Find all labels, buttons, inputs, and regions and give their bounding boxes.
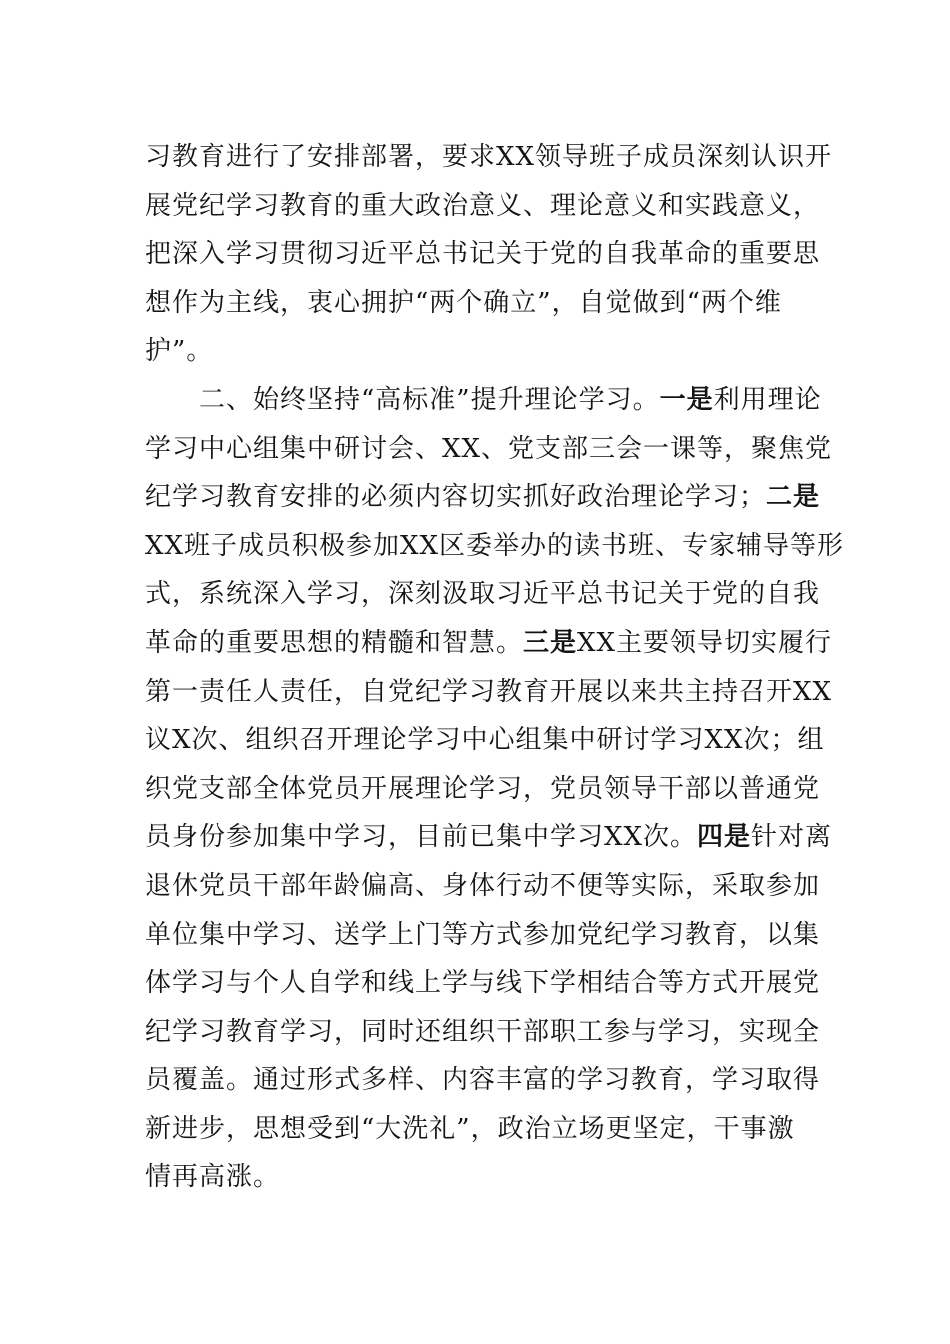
text-line [145,619,833,668]
text-run: 针对离 [751,822,833,853]
text-line [145,376,822,425]
text-line [145,959,821,1008]
text-run: 新进步，思想受到“大洗礼”，政治立场更坚定，干事激 [145,1113,795,1144]
text-line [145,133,833,182]
text-line [145,1153,805,1202]
text-line [145,230,821,279]
text-run: XX班子成员积极参加XX区委举办的读书班、专家辅导等形 [145,530,845,561]
text-line [145,765,821,814]
text-run: 第一责任人责任，自党纪学习教育开展以来共主持召开XX [145,676,833,707]
text-run: 革命的重要思想的精髓和智慧。 [145,627,524,658]
text-run: 把深入学习贯彻习近平总书记关于党的自我革命的重要思 [145,239,821,270]
text-line [145,1105,805,1154]
text-line [145,473,821,522]
text-run: 员身份参加集中学习，目前已集中学习XX次。 [145,822,698,853]
text-run: 利用理论 [713,384,822,415]
text-run: 纪学习教育学习，同时还组织干部职工参与学习，实现全 [145,1016,821,1047]
text-line [145,1056,821,1105]
text-run: 单位集中学习、送学上门等方式参加党纪学习教育，以集 [145,919,821,950]
text-run: XX主要领导切实履行 [577,627,833,658]
text-line [145,862,821,911]
text-line [145,182,821,231]
text-line [145,522,845,571]
text-run: 织党支部全体党员开展理论学习，党员领导干部以普通党 [145,773,821,804]
text-line [145,911,821,960]
text-run: 学习中心组集中研讨会、XX、党支部三会一课等，聚焦党 [145,433,833,464]
text-line [145,570,821,619]
text-run: 想作为主线，衷心拥护“两个确立”，自觉做到“两个维 [145,287,782,318]
bold-lead-in: 一是 [659,384,714,415]
bold-lead-in: 四是 [697,822,752,853]
bold-lead-in: 三是 [523,627,578,658]
text-line [145,327,805,376]
text-run: 式，系统深入学习，深刻汲取习近平总书记关于党的自我 [145,579,821,610]
text-run: 习教育进行了安排部署，要求XX领导班子成员深刻认识开 [145,142,833,172]
text-run: 纪学习教育安排的必须内容切实抓好政治理论学习； [145,482,767,513]
text-line [145,813,833,862]
text-run: 员覆盖。通过形式多样、内容丰富的学习教育，学习取得 [145,1065,821,1096]
text-run: 展党纪学习教育的重大政治意义、理论意义和实践意义， [145,190,821,221]
bold-lead-in: 二是 [766,482,821,513]
text-run: 退休党员干部年龄偏高、身体行动不便等实际，采取参加 [145,870,821,901]
text-run: 二、始终坚持“高标准”提升理论学习。 [145,384,660,415]
body-text [145,133,845,1202]
text-run: 情再高涨。 [145,1162,281,1193]
text-line [145,716,825,765]
text-line [145,279,805,328]
text-line [145,1008,821,1057]
text-run: 护”。 [145,336,214,367]
text-run: 议X次、组织召开理论学习中心组集中研讨学习XX次；组 [145,725,825,756]
text-line [145,425,833,474]
text-run: 体学习与个人自学和线上学与线下学相结合等方式开展党 [145,968,821,999]
text-line [145,668,833,717]
